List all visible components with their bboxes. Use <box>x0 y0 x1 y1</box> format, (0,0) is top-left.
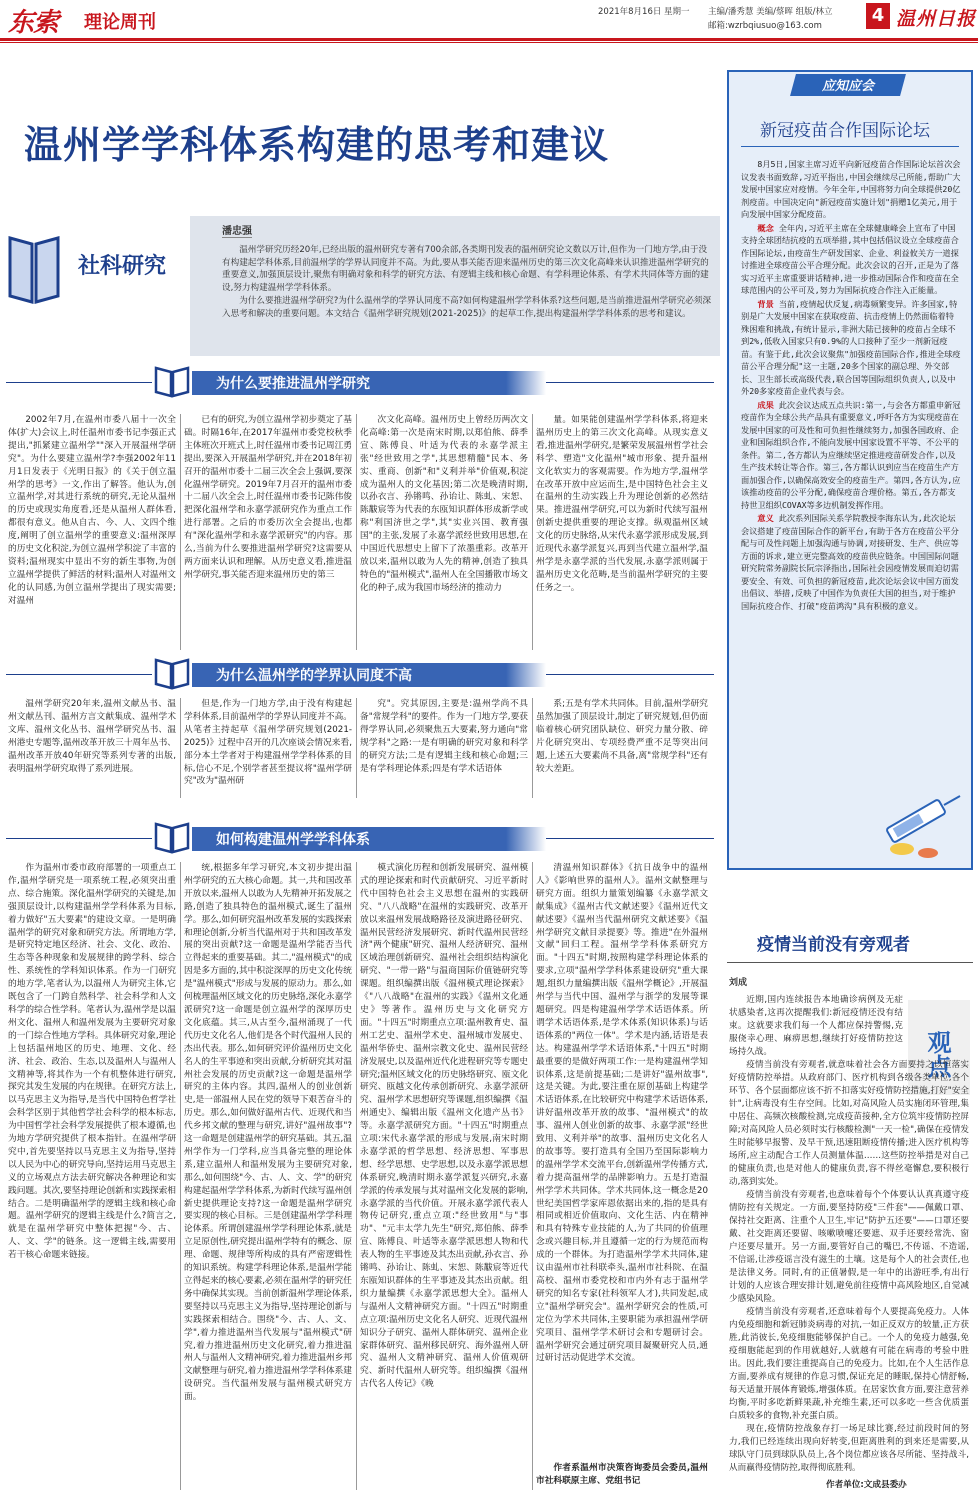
sidebar-title: 新冠疫苗合作国际论坛 <box>760 121 930 141</box>
book-icon <box>152 362 192 400</box>
intro-paragraph: 为什么要推进温州学研究?为什么温州学的学界认同度不高?如何构建温州学学科体系?这些问题,是当前推进温州学研究必须深入思考和解决的重要问题。本文结合《温州学研究规划(2021-2025)》的起草工作,提出构建温州学学科体系的思考和建议。 <box>222 296 712 319</box>
opinion-author-affiliation: 作者单位:文成县委办 <box>826 1480 907 1490</box>
opinion-paragraph: 近期,国内连续报告本地确诊病例及无症状感染者,这再次提醒我们:新冠疫情还没有结束。这就要求我们每一个人都应保持警惕,克服侥幸心理、麻痹思想,继续打好疫情防控这场持久战。 <box>729 995 903 1057</box>
section-3-column-3: 模式演化历程和创新发展研究、温州模式的理论探索和时代贡献研究、习近平新时代中国特色社会主义思想在温州的实践研究、"八八战略"在温州的实践研究、改革开放以来温州发展战略路径及演进路径研究、温州民营经济发展研究、新时代温州民营经济"两个健康"研究、温州人经济研究、温州区域治理创新研究、温州社会组织结构演化研究、"一带一路"与温商国际价值链研究等课题。组织编撰出版《温州模式理论探索》《"八八战略"在温州的实践》《温州文化通史》等著作。温州历史与文化研究方面。"十四五"时期重点立项:温州教育史、温州工艺史、温州学术史、温州城市发展史、温州华侨史、温州宗教文化史、温州民营经济发展史,以及温州近代化进程研究等专题史研究;温州区域文化的历史脉络研究、瓯文化研究、瓯越文化传承创新研究、永嘉学派研究、温州学术思想研究等课题,组织编撰《温州通史》、编辑出版《温州文化遗产丛书》等。永嘉学派研究方面。"十四五"时期重点立项:宋代永嘉学派的形成与发展,南宋时期永嘉学派的哲学思想、经济思想、军事思想、经学思想、史学思想,以及永嘉学派思想体系研究,晚清时期永嘉学派复兴研究,永嘉学派的传承发展与其对温州文化发展的影响,永嘉学派的当代价值。开展永嘉学派代表人物传记研究,重点立项:"经世致用"与"事功"、"元丰太学九先生"研究,郑伯熊、薛季宣、陈傅良、叶适等永嘉学派思想人物和代表人物的生平事迹及其杰出贡献,孙衣言、孙锵鸣、孙诒让、陈虬、宋恕、陈黻宸等近代东瓯知识群体的生平事迹及其杰出贡献。组织力量编撰《永嘉学派思想大全》。温州人与温州人文精神研究方面。"十四五"时期重点立项:温州历史文化名人研究、近现代温州知识分子研究、温州人群体研究、温州企业家群体研究、温州移民研究、海外温州人研究、温州人文精神研究、温州人价值观研究、新时代温州人研究等。组织编撰《温州古代名人传记》《晚 <box>360 863 528 1390</box>
sidebar-rule <box>741 146 959 147</box>
opinion-paragraph: 疫情当前没有旁观者,也意味着每个个体要认认真真遵守疫情防控有关规定。一方面,要坚持防疫"三件套"——佩戴口罩、保持社交距离、注重个人卫生,牢记"防护五还要"——口罩还要戴、社交距离还要留、咳嗽喷嚏还要遮、双手还要经常洗、窗户还要尽量开。另一方面,要管好自己的嘴巴,不传谣、不造谣,不信谣,让涉疫谣言没有滋生的土壤。这是每个人的社会责任,也是法律义务。同时,有的正值暑假,是一年中的出游旺季,有出行计划的人应该合理安排计划,避免前往疫情中高风险地区,自觉减少感染风险。 <box>729 1190 969 1304</box>
section-1-column-3: 次文化高峰。温州历史上曾经历两次文化高峰:第一次是南宋时期,以郑伯熊、薛季宣、陈傅良、叶适为代表的永嘉学派主张"经世致用之学",其思想精髓"民本、务实、重商、创新"和"义利并举"价值观,积淀成为温州人的文化基因;第二次是晚清时期,以孙衣言、孙锵鸣、孙诒让、陈虬、宋恕、陈黻宸等为代表的东瓯知识群体形成新学或称"利国济世之学",其"实业兴国、教育强国"的主张,发展了永嘉学派经世致用思想,在中国近代思想史上留下了浓墨重彩。改革开放以来,温州以敢为人先的精神,创造了独具特色的"温州模式",温州人在全国播散市场文化的种子,成为我国市场经济的推动力 <box>360 415 528 593</box>
section-2-column-4: 系;五是有学术共同体。目前,温州学研究虽然加强了顶层设计,制定了研究规划,但仍面临着核心研究团队缺位、研究力量分散、碎片化研究突出、专项经费严重不足等突出问题,上述五大要素尚不具备,离"常规学科"还有较大差距。 <box>536 699 708 774</box>
syringe-illustration-icon <box>868 775 968 865</box>
opinion-title: 疫情当前没有旁观者 <box>757 935 910 955</box>
header-rule <box>0 38 978 41</box>
section-2-column-1: 温州学研究20年来,温州文献丛书、温州文献丛刊、温州方言文献集成、温州学术文库、温州文化丛书、温州学研究丛书、温州港史专题等,温州改革开放三十周年丛书、温州改革开放40年研究等系列专著的出版,表明温州学研究取得了系列进展。 <box>8 699 176 774</box>
sidebar-paragraph: 成果 此次会议达成五点共识:第一,与会各方都重申新冠疫苗作为全球公共产品具有重要意义,呼吁各方为实现疫苗在发展中国家的可及性和可负担性继续努力,加强各国政府、企业和国际组织合作,不能向发展中国家设置不平等、不公平的条件。第二,各方都认为应继续坚定推进疫苗研发合作,以及生产技术转让等合作。第三,各方都认识到应当在疫苗生产方面加强合作,以确保高效安全的疫苗生产。第四,各方认为,应该推动疫苗的公平分配,确保疫苗合理价格。第五,各方都支持世卫组织COVAX等多边机制发挥作用。 <box>741 399 961 510</box>
author-bio: 作者系温州市决策咨询委员会委员,温州市社科联原主席、党组书记 <box>536 1463 708 1486</box>
newspaper-name: 温州日报 <box>896 8 977 30</box>
section-name: 理论周刊 <box>84 12 156 33</box>
section-2-column-2: 但是,作为一门地方学,由于没有构建起学科体系,目前温州学的学界认同度并不高。从笔者主持起草《温州学研究规划(2021-2025)》过程中召开的几次座谈会情况来看,部分本土学者对于构建温州学学科体系的目标,信心不足,个别学者甚至提议将"温州学研究"改为"温州研 <box>184 699 352 787</box>
section-2-column-3: 究"。究其原因,主要是:温州学尚不具备"常规学科"的要件。作为一门地方学,要获得学界认同,必须聚焦五大要素,努力通向"常规学科"之路:一是有明确的研究对象和科学的研究方法;二是有逻辑主线和核心命题;三是有学科理论体系;四是有学术话语体 <box>360 699 528 774</box>
logo: 东索 <box>8 8 59 38</box>
book-icon <box>152 818 192 856</box>
opinion-paragraph: 疫情当前没有旁观者,就意味着社会各方面要持之以恒落实好疫情防控举措。从政府部门、医疗机构到各级各类单位,各个环节、各个层面都应该不折不扣落实好疫情防控措施,打好"安全针",让病毒没有生存空间。比如,对高风险人员实施闭环管理,集中居住、高频次核酸检测,完成疫苗接种,全方位筑牢疫情防控屏障;对高风险人员必须时实行核酸检测"一天一检",确保在疫情发生时能够早报警、及早干预,迅速阻断疫情传播;进入医疗机构等场所,应主动配合工作人员测量体温……这些防控举措是对自己的健康负责,也是对他人的健康负责,容不得丝毫懈怠,要积极行动,落到实处。 <box>729 1060 969 1187</box>
opinion-rule <box>727 962 973 963</box>
book-icon <box>152 654 192 692</box>
article-headline: 温州学学科体系构建的思考和建议 <box>24 122 610 167</box>
book-icon <box>4 230 64 310</box>
opinion-paragraph: 现在,疫情防控战象存打一场足球比赛,经过前段时间的努力,我们已经连续出现向好转变,但距离胜利的到来还是需要,从球队守门员到球队队员上,各个岗位都应该各尽所能、坚持战斗,从而赢得疫情防控,取得彻底胜利。 <box>729 1424 969 1472</box>
section-1-column-2: 已有的研究,为创立温州学初步奠定了基础。时隔16年,在2017年温州市委党校秋季主体班次开班式上,时任温州市委书记周江勇提出,要深入开展温州学研究,并在2018年初召开的温州市委十二届三次全会上强调,要深化温州学研究。2019年7月召开的温州市委十二届八次全会上,时任温州市委书记陈伟俊把深化温州学和永嘉学派研究作为重点工作进行部署。之后的市委历次全会提出,也都有"深化温州学和永嘉学派研究"的内容。那么,当前为什么要推进温州学研究?这需要从两方面来认识和理解。从历史意义看,推进温州学研究,事关能否迎来温州历史的第三 <box>184 415 352 580</box>
sidebar-paragraph: 意义 此次系列国际关系学院教授李海东认为,此次论坛会议搭建了疫苗国际合作的新平台,有助于各方在疫苗公平分配与可及性问题上加强沟通与协调,对接研发、生产、供应等方面的诉求,建立更完整高效的疫苗供应链条。中国国际问题研究院常务副院长阮宗泽指出,国际社会因疫情发展而迫切需要安全、有效、可负担的新冠疫苗,此次论坛会议中国方面发出倡议、举措,反映了中国作为负责任大国的担当,对于维护国际抗疫合作、打破"疫苗鸿沟"具有积极的意义。 <box>741 513 959 611</box>
editor-email: 邮箱:wzrbqiusuo@163.com <box>708 21 822 31</box>
section-title: 为什么温州学的学界认同度不高 <box>216 668 412 684</box>
section-3-column-1: 作为温州市委市政府部署的一项重点工作,温州学研究是一项系统工程,必须突出重点、综合施策。深化温州学研究的关键是,加强顶层设计,以构建温州学学科体系为目标,着力做好"五大要素"的建设文章。一是明确温州学的研究对象和研究方法。所谓地方学,是研究特定地区经济、社会、文化、政治、生态等各种现象和发展规律的跨学科、综合性、系统性的学科知识体系。作为一门研究的地方学,笔者认为,以温州人为研究主体,它既包含了一门跨自然科学、社会科学和人文科学的综合性学科。笔者认为,温州学是以温州文化、温州人和温州发展为主要研究对象的一门综合性地方学科。具体研究对象,理论上包括温州地区的历史、地理、文化、经济、社会、政治、生态,以及温州人与温州人文精神等,将其作为一个有机整体进行研究,探究其发生发展的内在规律。在研究方法上,以马克思主义为指导,是当代中国特色哲学社会科学区别于其他哲学社会科学的根本标志,为中国哲学社会科学发展提供了根本遵循,也为地方学研究提供了根本指针。在温州学研究中,首先要坚持以马克思主义为指导,坚持以人民为中心的研究导向,坚持运用马克思主义的立场观点方法去研究解决各种理论和实践问题。其次,要坚持理论创新和实践探索相结合。二是明确温州学的逻辑主线和核心命题。温州学研究的逻辑主线是什么?简言之,就是在温州学研究中整体把握"今、古、人、文、学"的链条。这一逻辑主线,需要用若干核心命题来链接。 <box>8 863 176 1261</box>
section-heading-2 <box>6 660 714 690</box>
section-title: 为什么要推进温州学研究 <box>216 376 370 392</box>
header-rule-thin <box>0 42 978 43</box>
section-heading-1 <box>6 368 714 398</box>
section-3-column-2: 统,根据多年学习研究,本文初步提出温州学研究的五大核心命题。其一,共和国改革开放以来,温州人以敢为人先精神开拓发展之路,创造了独具特色的温州模式,诞生了温州学。那么,如何研究温州改革发展的实践探索和理论创新,分析当代温州对于共和国改革发展的突出贡献?这一命题是温州学能否当代立得起来的重要基础。其二,"温州模式"的成因是多方面的,其中积淀深厚的历史文化传统是"温州模式"形成与发展的原动力。那么,如何梳理温州区域文化的历史脉络,深化永嘉学派研究?这一命题是创立温州学的深厚历史文化底蕴。其三,从古至今,温州涌现了一代代历史文化名人,他们是各个时代温州人民的杰出代表。那么,如何研究评价温州历史文化名人的生平事迹和突出贡献,分析研究其对温州社会发展的历史贡献?这一命题是温州学研究的主体内容。其四,温州人的创业创新史,是一部温州人民在党的领导下艰苦奋斗的历史。那么,如何做好温州古代、近现代和当代乡邦文献的整理与研究,讲好"温州故事"?这一命题是创建温州学的研究基础。其五,温州学作为一门学科,应当具备完整的理论体系,建立温州人和温州发展为主要研究对象,那么,如何围绕"今、古、人、文、学"的研究构建起温州学学科体系,为新时代续写温州创新史提供理论支持?这一命题是温州学研究要实现的核心目标。三是创建温州学学科理论体系。所谓创建温州学学科理论体系,就是立足原创性,研究提出温州学特有的概念、原理、命题、规律等所构成的具有严密逻辑性的知识系统。构建学科理论体系,是温州学能立得起来的核心要素,必须在温州学的研究任务中确保其实现。当前创新温州学理论体系,要坚持以马克思主义为指导,坚持理论创新与实践探索相结合。围绕"今、古、人、文、学",着力推进温州当代发展与"温州模式"研究,着力推进温州历史文化研究,着力推进温州人与温州人文精神研究,着力推进温州乡邦文献整理与研究,着力推进温州学学科体系建设研究。当代温州发展与温州模式研究方面。 <box>184 863 352 1403</box>
sidebar-label: 应知应会 <box>821 79 874 94</box>
section-title: 如何构建温州学学科体系 <box>216 832 370 848</box>
section-1-column-4: 量。如果能创建温州学学科体系,将迎来温州历史上的第三次文化高峰。从现实意义看,推进温州学研究,是繁荣发展温州哲学社会科学、塑造"文化温州"城市形象、提升温州文化软实力的客观需要。作为地方学,温州学在改革开放中应运而生,是中国特色社会主义在温州的生动实践上升为理论创新的必然结果。推进温州学研究,可以为新时代续写温州创新史提供重要的理论支撑。纵观温州区域文化的历史脉络,从宋代永嘉学派形成发展,到近现代永嘉学派复兴,再到当代建立温州学,温州学是永嘉学派的当代发展,永嘉学派则属于温州历史文化范畴,是当前温州学研究的主要任务之一。 <box>536 415 708 593</box>
sidebar-paragraph: 背景 当前,疫情起伏反复,病毒频繁变异。许多国家,特别是广大发展中国家在获取疫苗、抗击疫情上仍然面临着特殊困难和挑战,有统计显示,非洲大陆已接种的疫苗占全球不到2%,低收入国家只有0.9%的人口接种了至少一剂新冠疫苗。有鉴于此,此次会议聚焦"加强疫苗国际合作,推进全球疫苗公平合理分配"这一主题,20多个国家的副总理、外交部长、卫生部长或高级代表,联合国等国际组织负责人,以及中外20多家疫苗企业代表与会。 <box>741 298 961 396</box>
article-intro <box>222 244 712 322</box>
editor-credits: 主编/潘秀慧 美编/蔡晖 组版/林立 <box>708 7 833 17</box>
article-author: 潘忠强 <box>222 226 252 237</box>
intro-paragraph: 温州学研究历经20年,已经出版的温州研究专著有700余部,各类期刊发表的温州研究论文数以万计,但作为一门地方学,由于没有构建起学科体系,目前温州学的学界认同度并不高。为此,要从事关能否迎来温州历史的第三次文化高峰来认识推进温州学研究的重要意义,加强顶层设计,聚焦有明确对象和科学的研究方法、有逻辑主线和核心命题、有学科理论体系、有学术共同体等方面的建设,努力构建温州学学科体系。 <box>222 245 709 293</box>
opinion-badge-label: 观点 <box>923 1030 951 1078</box>
section-3-column-4: 清温州知识群体》《抗日战争中的温州人》《影响世界的温州人》。温州文献整理与研究方面。组织力量策划编纂《永嘉学派文献集成》《温州古代文献述要》《温州近代文献述要》《温州当代温州研究文献述要》《温州学研究文献目录提要》等。推进"在外温州文献"回归工程。温州学学科体系研究方面。"十四五"时期,按照构建学科理论体系的要求,立项"温州学学科体系建设研究"重大课题,组织力量编撰出版《温州学概论》,开展温州学与当代中国、温州学与浙学的发展等课题研究。四是构建温州学学术话语体系。所谓学术话语体系,是学术体系(知识体系)与话语体系的"两位一体"。学术是内涵,话语是表达。构建温州学学术话语体系,"十四五"时期最重要的是做好两项工作:一是构建温州学知识体系,这是前提基础;二是讲好"温州故事",这是关键。为此,要注重在原创基础上构建学术话语体系,在比较研究中构建学术话语体系,讲好温州改革开放的故事、"温州模式"的故事、温州人创业创新的故事、永嘉学派"经世致用、义利并举"的故事、温州历史文化名人的故事等。要打造具有全国乃至国际影响力的温州学学术交流平台,创新温州学传播方式,着力提高温州学的品牌影响力。五是打造温州学学术共同体。学术共同体,这一概念是20世纪美国哲学家库恩依据出来的,指的是具有相同或相近价值取向、文化生活、内在精神和具有特殊专业技能的人,为了共同的价值理念或兴趣目标,并且遵循一定的行为规范而构成的一个群体。为打造温州学学术共同体,建议由温州市社科联牵头,温州市社科院、在温高校、温州市委党校和市内外有志于温州学研究的知名专家(社科领军人才),共同发起,成立"温州学研究会"。温州学研究会的性质,可定位为学术共同体,主要职能为承担温州学研究项目、温州学学术研讨会和专题研讨会。温州学研究会通过研究项目凝聚研究人员,通过研讨活动促进学术交流。 <box>536 863 708 1364</box>
opinion-author: 刘成 <box>729 978 748 988</box>
page-number: 4 <box>866 3 890 29</box>
column-tag: 社科研究 <box>78 253 167 279</box>
issue-date: 2021年8月16日 星期一 <box>598 7 690 17</box>
section-heading-3 <box>6 824 714 854</box>
sidebar-paragraph: 概念 全年内,习近平主席在全球健康峰会上宣布了中国支持全球团结抗疫的五项举措,其中包括倡议设立全球疫苗合作国际论坛,由疫苗生产研发国家、企业、利益攸关方一道探讨推进全球疫苗公平合理分配。此次会议的召开,正是为了落实习近平主席重要讲话精神,进一步推动国际合作和疫苗在全球范围内的公平可及,努力为国际抗疫合作注入正能量。 <box>741 222 959 295</box>
sidebar-paragraph: 8月5日,国家主席习近平向新冠疫苗合作国际论坛首次会议发表书面致辞,习近平指出,中国会继续尽己所能,帮助广大发展中国家应对疫情。今年全年,中国将努力向全球提供20亿剂疫苗。中国决定向"新冠疫苗实施计划"捐赠1亿美元,用于向发展中国家分配疫苗。 <box>741 159 961 219</box>
sidebar-text <box>741 158 961 613</box>
section-1-column-1: 2002年7月,在温州市委八届十一次全体(扩大)会议上,时任温州市委书记李强正式提出,"抓紧建立温州学""深入开展温州学研究"。为什么要建立温州学?李强2002年11月1日发表于《光明日报》的《关于创立温州学的思考》一文,作出了解答。他认为,创立温州学,对其进行系统的研究,无论从温州的历史或现实角度看,还是从温州人群体看,都很有意义。他从自古、今、人、文四个维度,阐明了创立温州学的重要意义:温州深厚的历史文化积淀,为创立温州学积淀了丰富的资料;温州现实中显出不穷的新生事物,为创立温州学提供了鲜活的材料;温州人对温州文化的认同感,为创立温州学提出了现实需要;对温州 <box>8 415 176 606</box>
author-rule <box>222 237 252 238</box>
opinion-text <box>729 994 969 1472</box>
opinion-paragraph: 疫情当前没有旁观者,还意味着每个人要提高免疫力。人体内免疫细胞和新冠肺炎病毒的对抗,一如正反双方的较量,正方获胜,此消彼长,免疫细胞能够保护自己。一个人的免疫力越强,免疫细胞能起到的作用就越好,人就越有可能在病毒的考验中胜出。因此,我们要注重提高自己的免疫力。比如,在个人生活作息方面,要养成有规律的作息习惯,保证充足的睡眠,保持心情舒畅,每天适量开展体育锻炼,增强体质。在居家饮食方面,要注意营养均衡,平时多吃新鲜果蔬,补充维生素,还可以多吃一些含优质蛋白质较多的食物,补充蛋白质。 <box>729 1307 969 1421</box>
